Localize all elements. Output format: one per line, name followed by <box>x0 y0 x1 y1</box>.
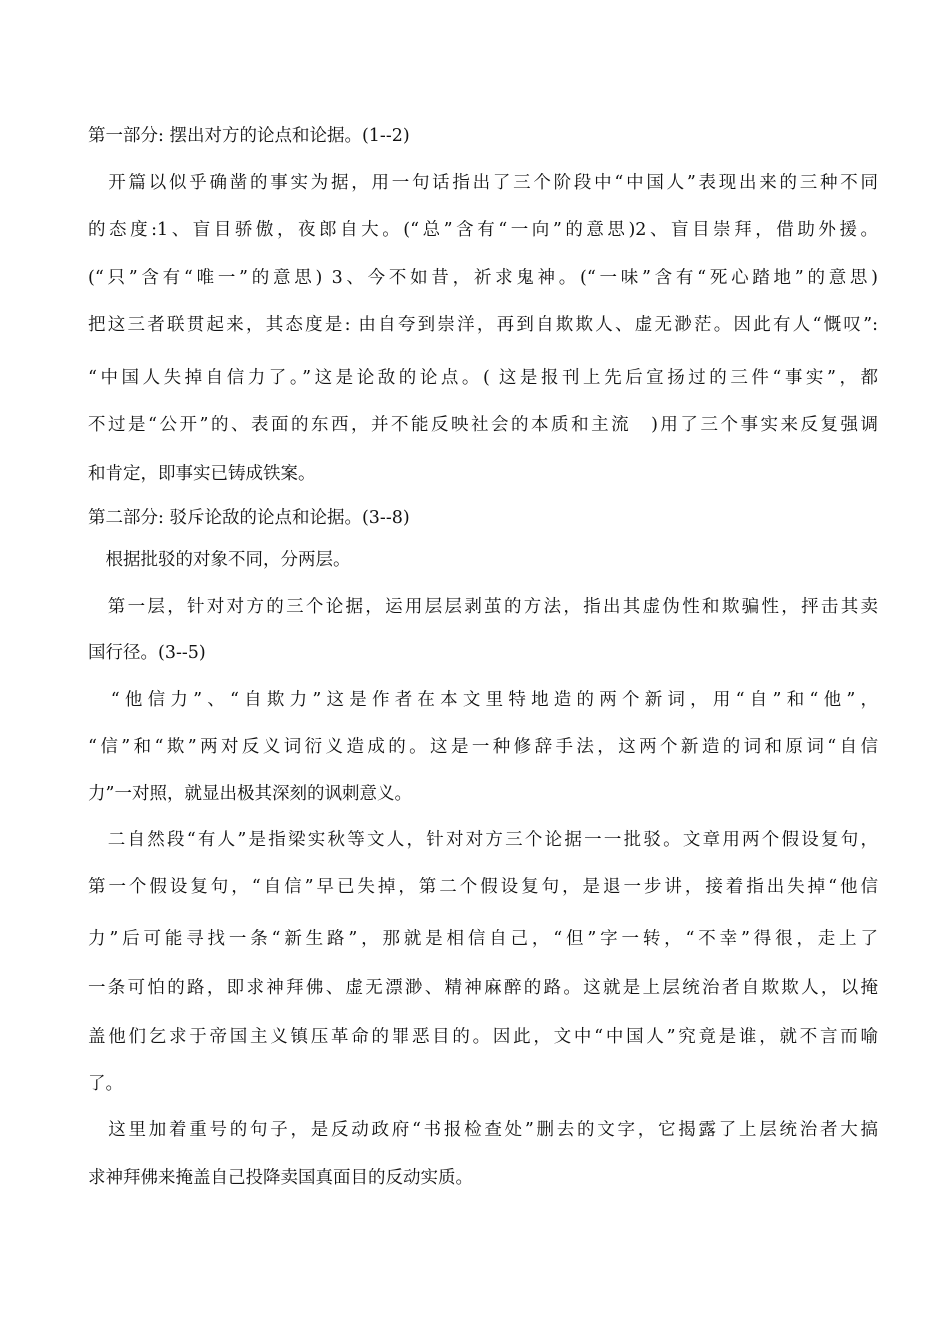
paragraph-line: “中国人失掉自信力了。”这是论敌的论点。( 这是报刊上先后宣扬过的三件“事实”，都 <box>88 368 878 388</box>
paragraph-line: 的态度:1、盲目骄傲，夜郎自大。(“总”含有“一向”的意思)2、盲目崇拜，借助外援。 <box>88 220 878 240</box>
paragraph-line: 把这三者联贯起来，其态度是: 由自夸到崇洋，再到自欺欺人、虚无渺茫。因此有人“慨叹”: <box>88 315 878 335</box>
paragraph-line: “信”和“欺”两对反义词衍义造成的。这是一种修辞手法，这两个新造的词和原词“自信 <box>88 737 878 757</box>
paragraph-line: 求神拜佛来掩盖自己投降卖国真面目的反动实质。 <box>88 1168 473 1188</box>
paragraph-line: 力”后可能寻找一条“新生路”，那就是相信自己，“但”字一转，“不幸”得很，走上了 <box>88 929 878 949</box>
paragraph-line: 二自然段“有人”是指梁实秋等文人，针对对方三个论据一一批驳。文章用两个假设复句， <box>88 830 878 850</box>
section-heading-part-one: 第一部分: 摆出对方的论点和论据。(1--2) <box>88 126 410 146</box>
paragraph-line: (“只”含有“唯一”的意思) 3、今不如昔，祈求鬼神。(“一味”含有“死心踏地”的意思) <box>88 268 878 288</box>
paragraph-line: 和肯定，即事实已铸成铁案。 <box>88 464 316 484</box>
paragraph-line: 第一层，针对对方的三个论据，运用层层剥茧的方法，指出其虚伪性和欺骗性，抨击其卖 <box>88 597 878 617</box>
paragraph-line: 不过是“公开”的、表面的东西，并不能反映社会的本质和主流 )用了三个事实来反复强调 <box>88 415 878 435</box>
paragraph-line: 了。 <box>88 1074 123 1094</box>
paragraph-line: 开篇以似乎确凿的事实为据，用一句话指出了三个阶段中“中国人”表现出来的三种不同 <box>88 173 878 193</box>
paragraph-line: 根据批驳的对象不同，分两层。 <box>88 550 351 570</box>
paragraph-line: 力”一对照，就显出极其深刻的讽刺意义。 <box>88 784 412 804</box>
paragraph-line: 国行径。(3--5) <box>88 643 206 663</box>
paragraph-line: 一条可怕的路，即求神拜佛、虚无漂渺、精神麻醉的路。这就是上层统治者自欺欺人，以掩 <box>88 978 878 998</box>
paragraph-line: 第一个假设复句，“自信”早已失掉，第二个假设复句，是退一步讲，接着指出失掉“他信 <box>88 877 878 897</box>
paragraph-line: 盖他们乞求于帝国主义镇压革命的罪恶目的。因此，文中“中国人”究竟是谁，就不言而喻 <box>88 1027 878 1047</box>
paragraph-line: “他信力”、“自欺力”这是作者在本文里特地造的两个新词，用“自”和“他”， <box>88 690 878 710</box>
paragraph-line: 这里加着重号的句子，是反动政府“书报检查处”删去的文字，它揭露了上层统治者大搞 <box>88 1120 878 1140</box>
section-heading-part-two: 第二部分: 驳斥论敌的论点和论据。(3--8) <box>88 508 410 528</box>
